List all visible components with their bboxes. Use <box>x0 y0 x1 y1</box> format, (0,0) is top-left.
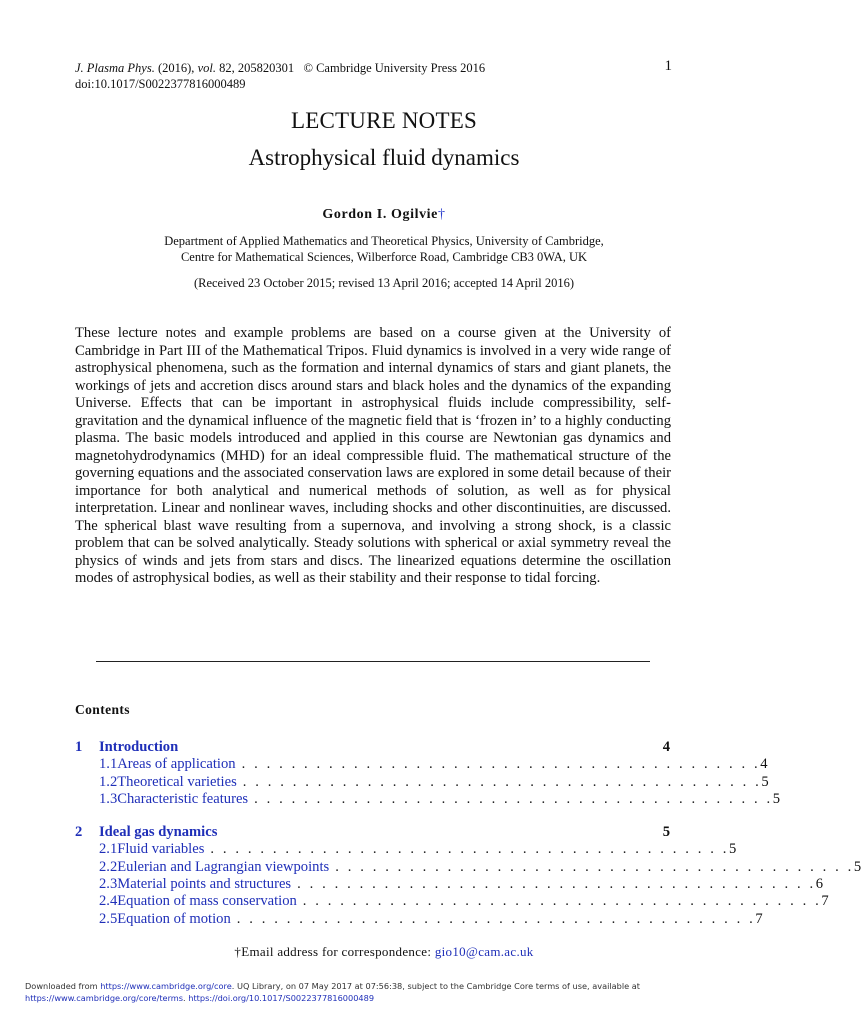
cambridge-core-link[interactable]: https://www.cambridge.org/core <box>100 981 232 991</box>
author-footnote-mark[interactable]: † <box>438 207 446 222</box>
author-name: Gordon I. Ogilvie <box>322 207 438 222</box>
doi-link[interactable]: https://doi.org/10.1017/S0022377816000489 <box>188 993 375 1003</box>
toc-leader-dots: . . . . . . . . . . . . . . . . . . . . . . . . . . . . . . . . . . . . . . . . . . <box>335 858 854 875</box>
abstract: These lecture notes and example problems are based on a course given at the University of Cambridge in Part III of the Mathematical Tripos. Fluid dynamics is involved in a very wide range of astrophysical phenomena, such as the formation and internal dynamics of stars and giant planets, the workings of jets and accretion discs around stars and black holes and the dynamics of the expanding Universe. Effects that can be important in astrophysical fluids include compressibility, self-gravitation and the dynamical influence of the magnetic field that is ‘frozen in’ to a highly conducting plasma. The basic models introduced and applied in this course are Newtonian gas dynamics and magnetohydrodynamics (MHD) for an ideal compressible fluid. The mathematical structure of the governing equations and the associated conservation laws are explored in some detail because of their importance for both analytical and numerical methods of solution, as well as for physical interpretation. Linear and nonlinear waves, including shocks and other discontinuities, are discussed. The spherical blast wave resulting from a supernova, and involving a strong shock, is a classic problem that can be solved analytically. Steady solutions with spherical or axial symmetry reveal the physics of winds and jets from stars and discs. The linearized equations determine the oscillation modes of astrophysical bodies, as well as their stability and their response to tidal forcing. <box>75 325 671 586</box>
affiliation-line-2: Centre for Mathematical Sciences, Wilberforce Road, Cambridge CB3 0WA, UK <box>180 250 588 264</box>
download-middle: . UQ Library, on 07 May 2017 at 07:56:38, subject to the Cambridge Core terms of use, available at <box>231 981 641 991</box>
toc-subsection-number: 2.5 <box>99 910 118 927</box>
toc-section[interactable] <box>75 824 670 841</box>
toc-subsection[interactable] <box>75 841 737 858</box>
toc-gap <box>75 808 670 824</box>
doi: doi:10.1017/S0022377816000489 <box>75 77 246 91</box>
toc-subsection[interactable] <box>75 790 781 808</box>
toc-subsection-link[interactable]: Eulerian and Lagrangian viewpoints <box>117 858 330 875</box>
toc-leader-dots: . . . . . . . . . . . . . . . . . . . . . . . . . . . . . . . . . . . . . . . . . . <box>302 893 822 910</box>
footnote <box>0 944 768 960</box>
journal-year: (2016), <box>157 61 195 75</box>
journal-citation <box>75 60 485 76</box>
contents-heading: Contents <box>75 702 130 717</box>
toc-subsection-number: 2.4 <box>99 893 118 910</box>
toc-section-number: 1 <box>75 739 83 755</box>
journal-vol-label: vol. <box>197 61 216 75</box>
toc-leader-dots: . . . . . . . . . . . . . . . . . . . . . . . . . . . . . . . . . . . . . . . . . . <box>242 773 762 790</box>
toc-subsection-number: 1.2 <box>99 773 118 790</box>
author <box>0 207 768 223</box>
toc-section-page: 5 <box>662 824 670 841</box>
toc-subsection[interactable] <box>75 773 769 791</box>
terms-link[interactable]: https://www.cambridge.org/core/terms <box>25 993 184 1003</box>
email-link[interactable]: gio10@cam.ac.uk <box>434 944 534 959</box>
toc-leader-dots: . . . . . . . . . . . . . . . . . . . . . . . . . . . . . . . . . . . . . . . . . . <box>254 790 773 807</box>
download-sep: . <box>183 993 186 1003</box>
toc-subsection-number: 2.3 <box>99 876 118 893</box>
toc-section-link[interactable]: Introduction <box>99 739 179 755</box>
toc-subsection-link[interactable]: Equation of motion <box>117 910 231 927</box>
footnote-text: Email address for correspondence: <box>241 944 432 959</box>
toc-subsection-link[interactable]: Material points and structures <box>117 876 292 893</box>
toc-subsection-page: 5 <box>761 773 769 790</box>
journal-header <box>75 60 485 92</box>
toc-subsection-page: 6 <box>815 876 824 893</box>
toc-subsection-page: 5 <box>853 858 861 875</box>
journal-name: J. Plasma Phys. <box>75 61 155 75</box>
toc-subsection-link[interactable]: Theoretical varieties <box>117 773 237 790</box>
toc-subsection[interactable] <box>75 893 829 910</box>
toc-section-number: 2 <box>75 824 83 841</box>
toc-section-link[interactable]: Ideal gas dynamics <box>99 824 218 841</box>
article-kind: LECTURE NOTES <box>291 108 477 133</box>
toc-section[interactable] <box>75 739 670 756</box>
article-title: Astrophysical fluid dynamics <box>248 145 520 170</box>
toc-leader-dots: . . . . . . . . . . . . . . . . . . . . . . . . . . . . . . . . . . . . . . . . . . <box>210 841 730 858</box>
journal-volume: 82, 205820301 <box>219 61 295 75</box>
toc-subsection-link[interactable]: Characteristic features <box>117 790 249 807</box>
toc-leader-dots: . . . . . . . . . . . . . . . . . . . . . . . . . . . . . . . . . . . . . . . . . . <box>241 756 761 773</box>
toc-subsection-page: 4 <box>760 756 768 773</box>
toc-subsection-page: 7 <box>821 893 829 910</box>
toc-subsection[interactable] <box>75 910 763 928</box>
toc-subsection-link[interactable]: Equation of mass conservation <box>117 893 297 910</box>
toc-subsection-link[interactable]: Areas of application <box>117 756 236 773</box>
download-prefix: Downloaded from <box>25 981 98 991</box>
toc-subsection[interactable] <box>75 756 768 773</box>
toc-subsection-number: 2.2 <box>99 858 118 875</box>
page-number: 1 <box>664 58 672 74</box>
copyright: © Cambridge University Press 2016 <box>303 61 486 75</box>
toc-subsection-page: 5 <box>729 841 737 858</box>
table-of-contents <box>75 739 861 928</box>
toc-leader-dots: . . . . . . . . . . . . . . . . . . . . . . . . . . . . . . . . . . . . . . . . . . <box>297 876 816 893</box>
received-dates: (Received 23 October 2015; revised 13 April 2016; accepted 14 April 2016) <box>193 276 575 290</box>
toc-subsection-link[interactable]: Fluid variables <box>117 841 205 858</box>
toc-subsection-number: 1.1 <box>99 756 118 773</box>
toc-subsection[interactable] <box>75 858 861 876</box>
toc-leader-dots: . . . . . . . . . . . . . . . . . . . . . . . . . . . . . . . . . . . . . . . . . . <box>236 910 756 927</box>
divider <box>96 661 650 662</box>
toc-subsection-number: 1.3 <box>99 790 118 807</box>
footnote-mark: † <box>234 944 242 959</box>
toc-section-page: 4 <box>662 739 670 755</box>
affiliation-line-1: Department of Applied Mathematics and Theoretical Physics, University of Cambridge, <box>164 234 604 248</box>
download-notice <box>25 980 745 1004</box>
toc-subsection-page: 7 <box>755 910 763 927</box>
toc-subsection-number: 2.1 <box>99 841 118 858</box>
toc-subsection[interactable] <box>75 876 824 893</box>
affiliation <box>0 233 768 265</box>
toc-subsection-page: 5 <box>772 790 781 807</box>
